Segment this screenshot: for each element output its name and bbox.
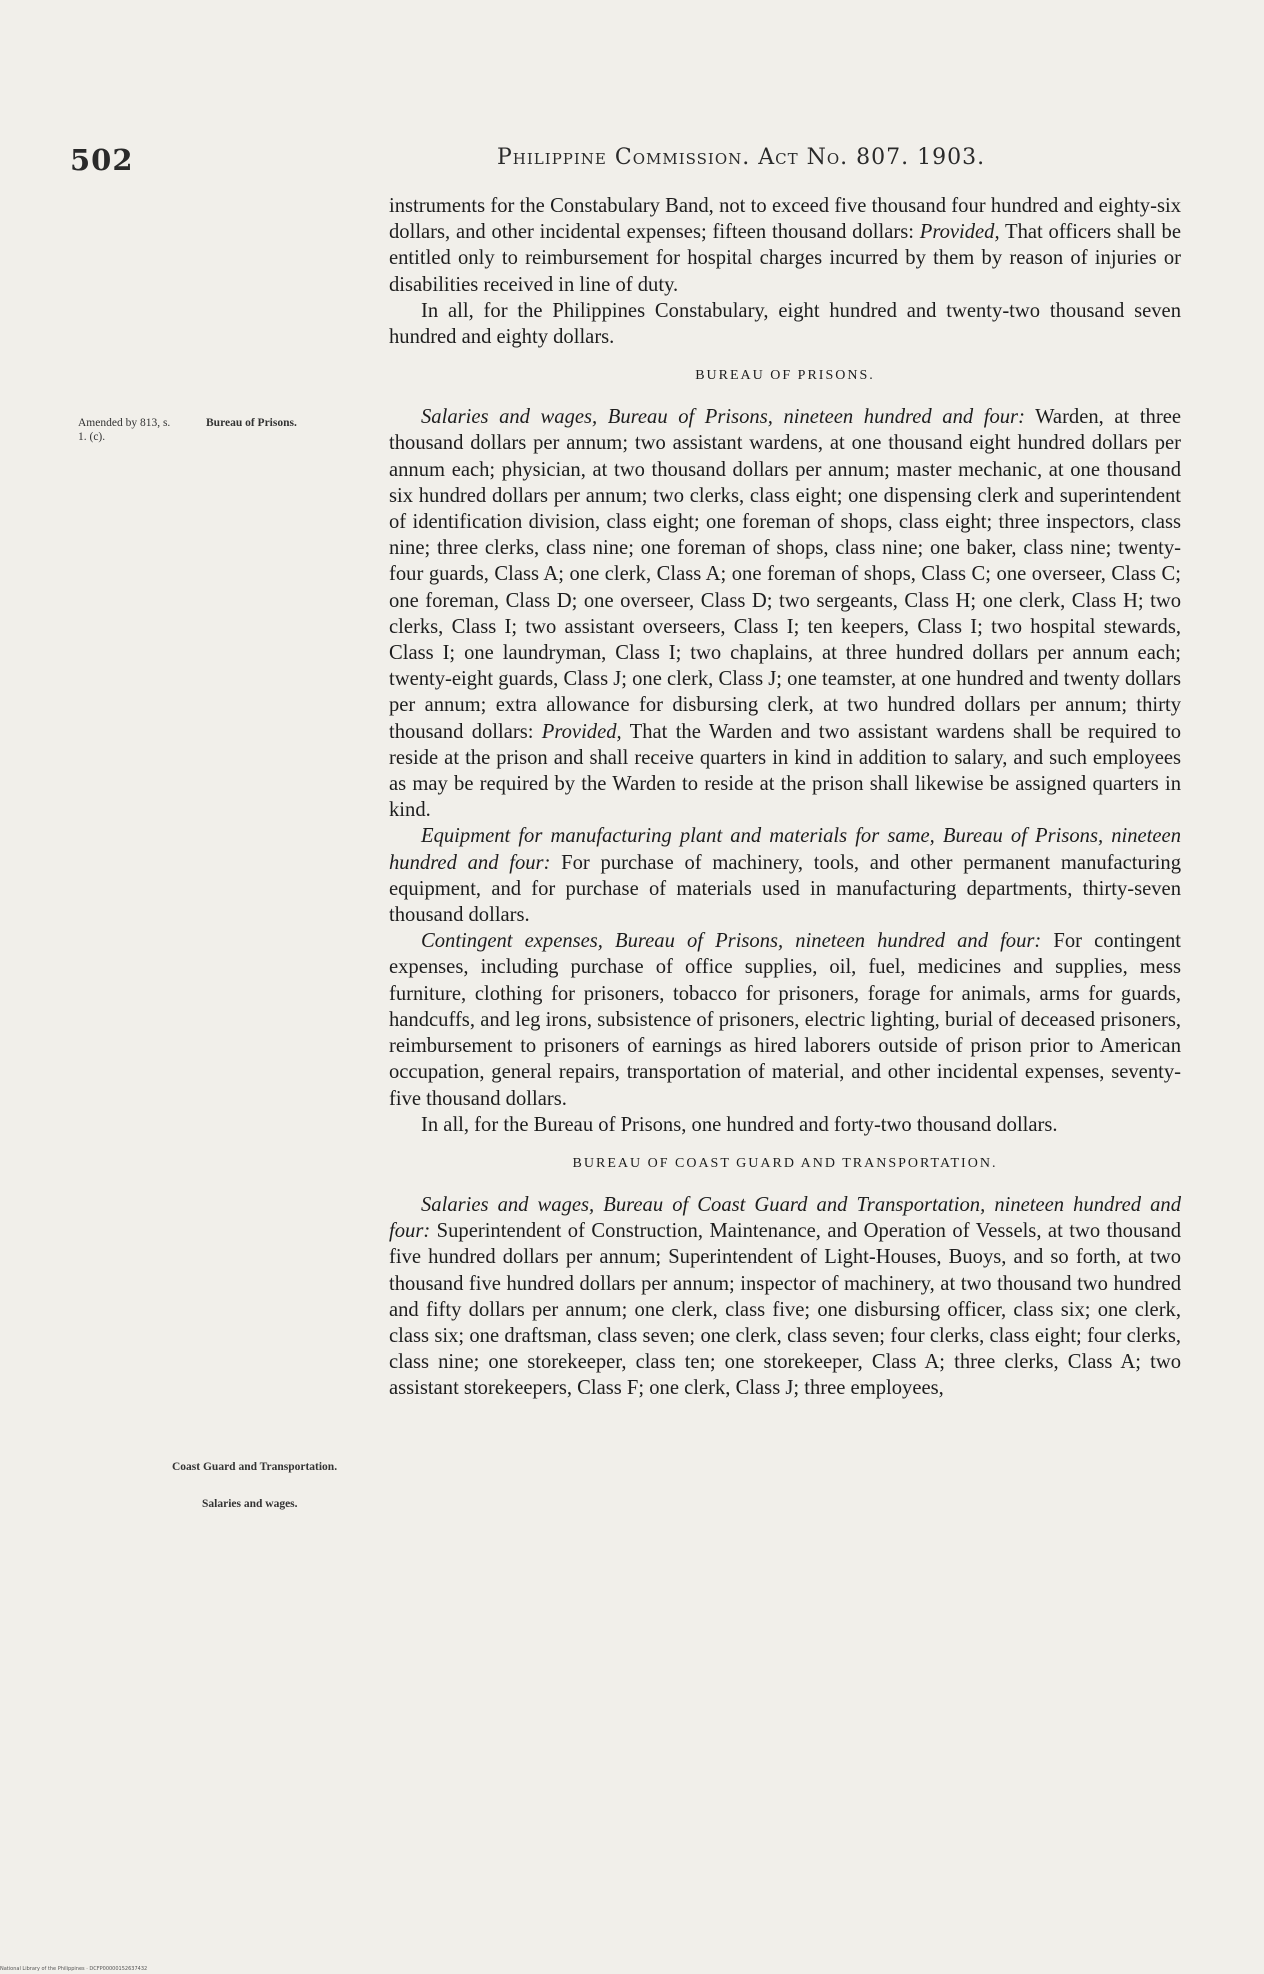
margin-note-coast-guard: Coast Guard and Transportation. (172, 1461, 338, 1473)
page-number: 502 (70, 143, 134, 177)
paragraph-coast-guard-salaries: Salaries and wages, Bureau of Coast Guard and Transportation, nineteen hundred and four: Superintendent of Construction, Maintenance, and Operation of Vessels, at two thousand five hundred dollars per annum; Superintendent of Light-Houses, Buoys, and so forth, at two thousand five hundred dollars per annum; inspector of machinery, at two thousand two hundred and fifty dollars per annum; one clerk, class five; one disbursing officer, class six; one clerk, class six; one draftsman, class seven; one clerk, class seven; four clerks, class eight; four clerks, class nine; one storekeeper, class ten; one storekeeper, Class A; three clerks, Class A; two assistant storekeepers, Class F; one clerk, Class J; three employees, (389, 1193, 1181, 1400)
margin-note-bureau-of-prisons: Bureau of Prisons. (206, 417, 297, 429)
paragraph-prisons-salaries: Salaries and wages, Bureau of Prisons, nineteen hundred and four: Warden, at three thousand dollars per annum; two assistant wardens, at one thousand eight hundred dollars per annum each; physician, at two thousand dollars per annum; master mechanic, at one thousand six hundred dollars per annum; two clerks, class eight; one dispensing clerk and superintendent of identification division, class eight; one foreman of shops, class eight; three inspectors, class nine; three clerks, class nine; one foreman of shops, class nine; one baker, class nine; twenty-four guards, Class A; one clerk, Class A; one foreman of shops, Class C; one overseer, Class C; one foreman, Class D; one overseer, Class D; two sergeants, Class H; one clerk, Class H; two clerks, Class I; two assistant overseers, Class I; ten keepers, Class I; two hospital stewards, Class I; one laundryman, Class I; two chaplains, at three hundred dollars per annum each; twenty-eight guards, Class J; one clerk, Class J; one teamster, at one hundred and twenty dollars per annum; extra allowance for disbursing clerk, at two hundred dollars per annum; thirty thousand dollars: Provided, That the Warden and two assistant wardens shall be required to reside at the prison and shall receive quarters in kind in addition to salary, and such employees as may be required by the Warden to reside at the prison shall likewise be assigned quarters in kind. (389, 406, 1181, 822)
paragraph-prisons-total: In all, for the Bureau of Prisons, one hundred and forty-two thousand dollars. (421, 1113, 1058, 1136)
paragraph-constabulary-total: In all, for the Philippines Constabulary, eight hundred and twenty-two thousand seven hundred and eighty dollars. (389, 299, 1181, 349)
header-title: Philippine Commission. Act No. 807. 1903. (497, 145, 986, 170)
body-text (389, 193, 1181, 1402)
section-heading-coast-guard: BUREAU OF COAST GUARD AND TRANSPORTATION. (572, 1155, 998, 1171)
margin-note-salaries-and-wages: Salaries and wages. (202, 1498, 298, 1510)
footer-tag: National Library of the Philippines · DCFP00000152637432 (0, 1966, 148, 1972)
paragraph-prisons-equipment: Equipment for manufacturing plant and materials for same, Bureau of Prisons, nineteen hundred and four: For purchase of machinery, tools, and other permanent manufacturing equipment, and for purchase of materials used in manufacturing departments, thirty-seven thousand dollars. (389, 825, 1182, 927)
running-head (0, 143, 1264, 183)
margin-note-amended: Amended by 813, s. 1. (c). (78, 417, 171, 443)
paragraph-prisons-contingent: Contingent expenses, Bureau of Prisons, nineteen hundred and four: For contingent expenses, including purchase of office supplies, oil, fuel, medicines and supplies, mess furniture, clothing for prisoners, tobacco for prisoners, forage for animals, arms for guards, handcuffs, and leg irons, subsistence of prisoners, electric lighting, burial of deceased prisoners, reimbursement to prisoners of earnings as hired laborers outside of prison prior to American occupation, general repairs, transportation of material, and other incidental expenses, seventy-five thousand dollars. (389, 930, 1182, 1110)
section-heading-bureau-of-prisons: BUREAU OF PRISONS. (695, 368, 875, 384)
paragraph-constabulary-band: instruments for the Constabulary Band, not to exceed five thousand four hundred and eighty-six dollars, and other incidental expenses; fifteen thousand dollars: Provided, That officers shall be entitled only to reimbursement for hospital charges incurred by them by reason of injuries or disabilities received in line of duty. (389, 195, 1181, 296)
